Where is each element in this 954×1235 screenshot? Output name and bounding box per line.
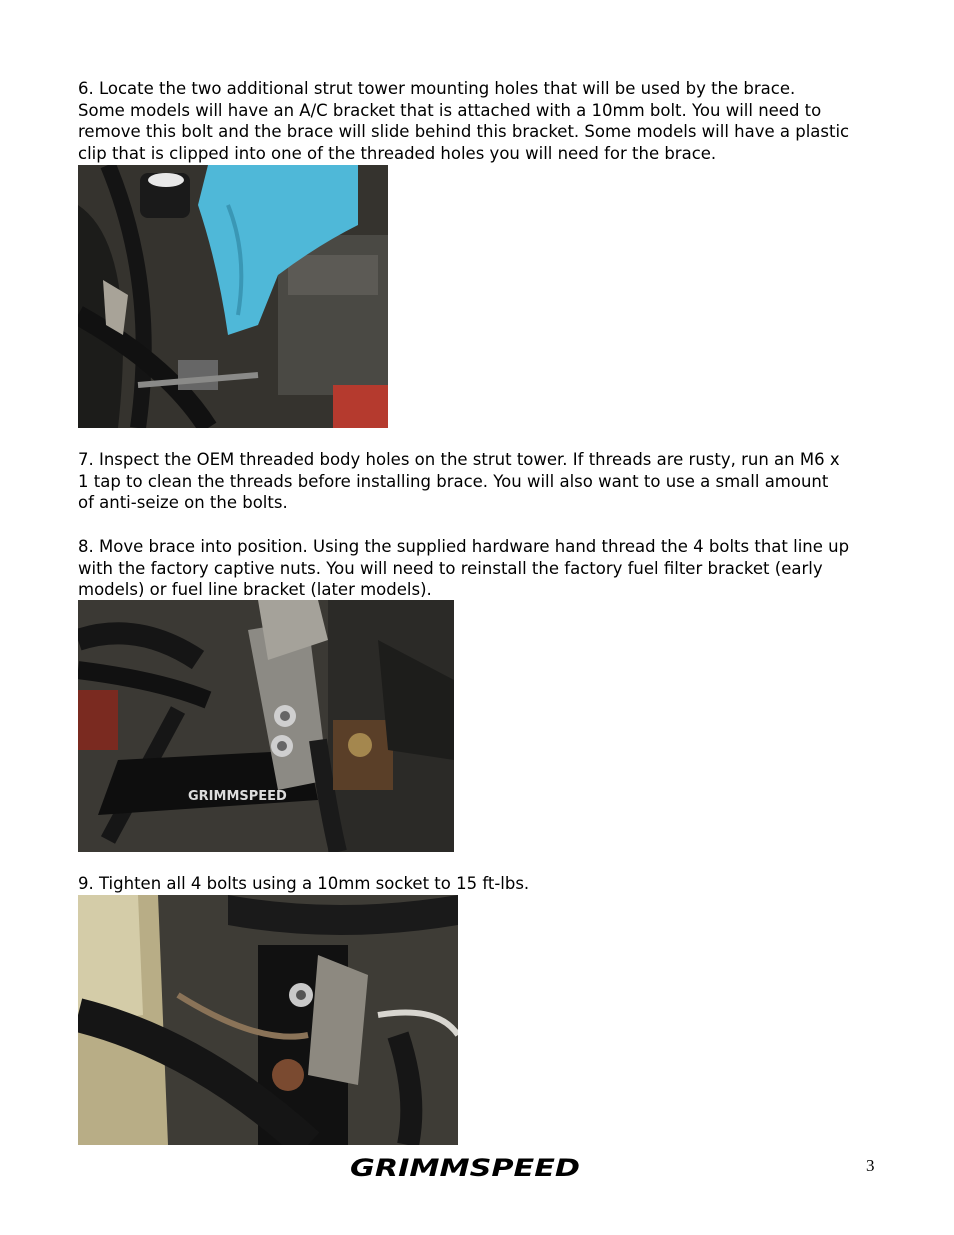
brace-brand-mark: GRIMMSPEED bbox=[188, 789, 287, 804]
step-9-text: 9. Tighten all 4 bolts using a 10mm socket to 15 ft-lbs. bbox=[78, 874, 530, 893]
step-8-text: 8. Move brace into position. Using the supplied hardware hand thread the 4 bolts that line up with the factory captive nuts. You will need to reinstall the factory fuel filter bracket (early models) or fuel line bracket (later models). bbox=[78, 537, 850, 600]
grimmspeed-logo bbox=[348, 1152, 584, 1182]
step-6-text: 6. Locate the two additional strut tower mounting holes that will be used by the brace. Some models will have an A/C bracket that is attached with a 10mm bolt. You will need to remove this bolt and the brace will slide behind this bracket. Some models will have a plastic clip that is clipped into one of the threaded holes you will need for the brace. bbox=[78, 79, 850, 164]
step-6-photo bbox=[78, 165, 388, 428]
step-9-photo bbox=[78, 895, 458, 1145]
step-8-photo bbox=[78, 600, 454, 852]
logo-text: GRIMMSPEED bbox=[350, 1154, 580, 1182]
step-7-text: 7. Inspect the OEM threaded body holes on the strut tower. If threads are rusty, run an M6 x 1 tap to clean the threads before installing brace. You will also want to use a small amount of anti-seize on the bolts. bbox=[78, 450, 840, 513]
page-number: 3 bbox=[866, 1156, 875, 1175]
